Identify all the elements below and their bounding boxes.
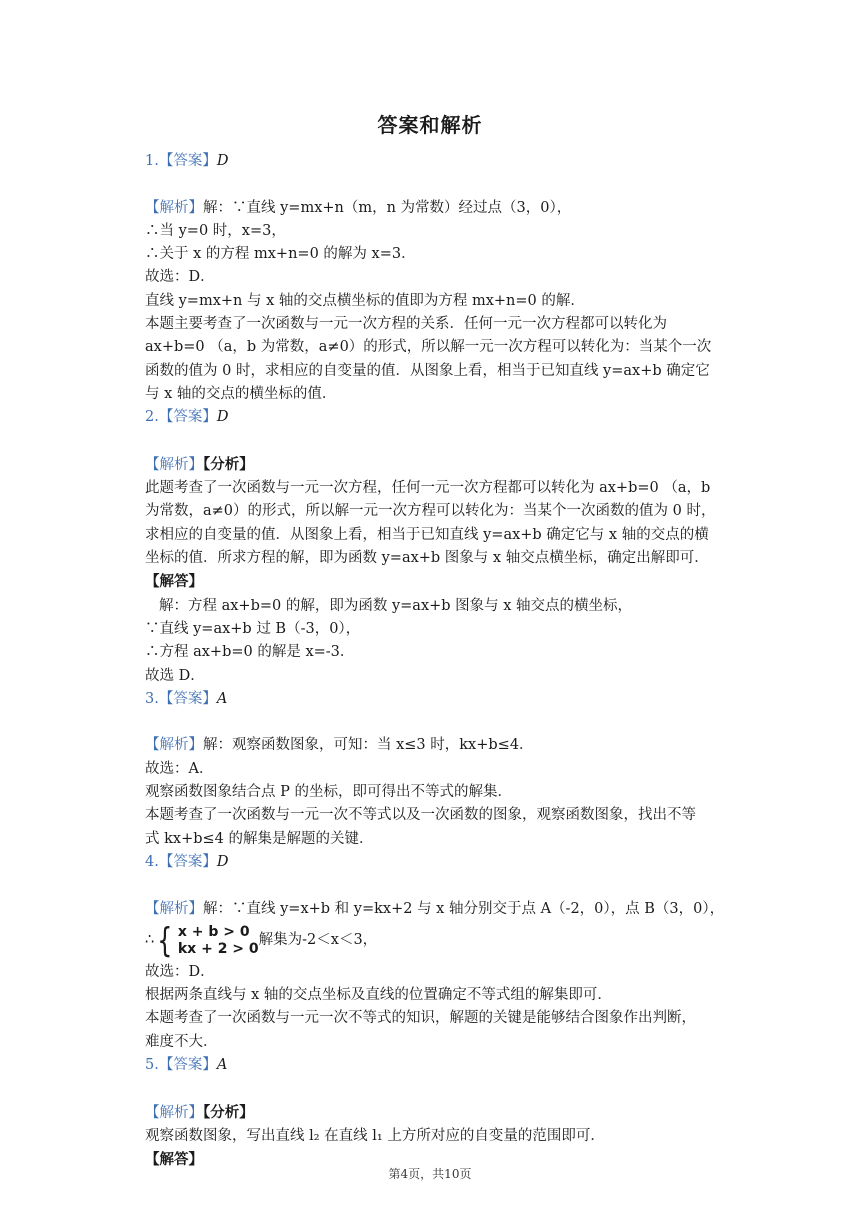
text-line: 观察函数图象结合点 P 的坐标，即可得出不等式的解集． (145, 784, 512, 801)
answer-tag: 【答案】 (158, 1056, 217, 1073)
inequality-system (145, 921, 715, 961)
answer-tag: 【答案】 (158, 853, 217, 870)
system-solution: 解集为-2＜x＜3， (258, 932, 378, 949)
text-line: ax+b=0 （a，b 为常数，a≠0）的形式，所以解一元一次方程可以转化为：当某个一次 (145, 339, 712, 356)
text-line: 本题主要考查了一次函数与一元一次方程的关系．任何一元一次方程都可以转化为 (145, 316, 667, 333)
page-title: 答案和解析 (377, 113, 483, 137)
text-line: 本题考查了一次函数与一元一次不等式的知识，解题的关键是能够结合图象作出判断， (145, 1010, 696, 1027)
answer-line-2 (145, 406, 715, 429)
answer-tag: 【答案】 (158, 409, 217, 426)
analysis-line (145, 734, 715, 757)
answer-tag: 【答案】 (158, 153, 217, 169)
analysis-line (145, 1101, 715, 1125)
text-line: 观察函数图象，写出直线 l₂ 在直线 l₁ 上方所对应的自变量的范围即可． (145, 1127, 605, 1144)
answer-value: D (216, 853, 229, 870)
text-line: 根据两条直线与 x 轴的交点坐标及直线的位置确定不等式组的解集即可． (145, 987, 612, 1004)
answer-line-4 (145, 851, 715, 874)
analysis-line (145, 453, 715, 477)
text-line: ∴关于 x 的方程 mx+n=0 的解为 x=3． (145, 246, 416, 263)
text-line: 故选：D． (145, 963, 215, 980)
text-line: ∴方程 ax+b=0 的解是 x=-3． (145, 644, 355, 661)
answer-value: D (216, 153, 229, 169)
question-number: 1. (145, 153, 159, 169)
analysis-tag: 【解析】 (145, 199, 203, 216)
answers-content (145, 150, 725, 1172)
system-block (154, 920, 259, 961)
answer-value: D (216, 409, 229, 426)
analysis-tag: 【解析】 (145, 900, 203, 917)
sub-tag: 【分析】 (203, 455, 254, 473)
sub-tag: 【分析】 (203, 1103, 254, 1121)
solve-tag: 【解答】 (145, 573, 203, 591)
answer-line-5 (145, 1054, 715, 1077)
text-line: 本题考查了一次函数与一元一次不等式以及一次函数的图象，观察函数图象，找出不等 (145, 807, 696, 824)
brace-icon: { (157, 920, 173, 961)
text-line: 函数的值为 0 时，求相应的自变量的值．从图象上看，相当于已知直线 y=ax+b 确定它 (145, 362, 710, 379)
text-line: 故选：A． (145, 760, 214, 777)
text-line: 直线 y=mx+n 与 x 轴的交点横坐标的值即为方程 mx+n=0 的解． (145, 292, 585, 309)
text-line: 故选：D． (145, 269, 215, 286)
question-number: 5. (145, 1056, 159, 1073)
analysis-tag: 【解析】 (145, 1104, 203, 1121)
text-line: 求相应的自变量的值．从图象上看，相当于已知直线 y=ax+b 确定它与 x 轴的交点的横 (145, 526, 709, 543)
text-line: 坐标的值．所求方程的解，即为函数 y=ax+b 图象与 x 轴交点横坐标，确定出解即可． (145, 550, 709, 567)
answer-line-1 (145, 150, 715, 173)
analysis-line (145, 197, 715, 220)
answer-value: A (216, 1056, 228, 1073)
analysis-tag: 【解析】 (145, 456, 203, 473)
text-line: 为常数，a≠0）的形式，所以解一元一次方程可以转化为：当某个一次函数的值为 0 时， (145, 503, 716, 520)
therefore-symbol: ∴ (145, 932, 155, 949)
text-line: 解：∵直线 y=x+b 和 y=kx+2 与 x 轴分别交于点 A（-2，0），点 B（3，0）， (203, 900, 725, 917)
analysis-line (145, 898, 725, 921)
text-line: 此题考查了一次函数与一元一次方程，任何一元一次方程都可以转化为 ax+b=0 （a，b (145, 480, 711, 497)
question-number: 3. (145, 690, 159, 707)
answer-tag: 【答案】 (158, 690, 217, 707)
text-line: ∴当 y=0 时，x=3， (145, 222, 286, 239)
question-number: 4. (145, 853, 159, 870)
text-line: 故选 D． (145, 667, 205, 684)
text-line: 解：观察函数图象，可知：当 x≤3 时，kx+b≤4． (203, 737, 534, 754)
system-row-2: kx + 2 > 0 (177, 940, 259, 957)
answer-value: A (216, 690, 228, 707)
text-line: 解：∵直线 y=mx+n（m，n 为常数）经过点（3，0）， (203, 199, 572, 216)
text-line: 与 x 轴的交点的横坐标的值． (145, 385, 337, 402)
system-row-1: x + b > 0 (177, 923, 250, 940)
solve-tag: 【解答】 (145, 1151, 203, 1169)
analysis-tag: 【解析】 (145, 737, 203, 754)
answer-line-3 (145, 688, 715, 711)
text-line: ∵直线 y=ax+b 过 B（-3，0）， (145, 620, 361, 637)
text-line: 解：方程 ax+b=0 的解，即为函数 y=ax+b 图象与 x 轴交点的横坐标， (159, 597, 633, 614)
text-line: 难度不大． (145, 1033, 218, 1050)
page-footer: 第4页，共10页 (388, 1167, 472, 1181)
question-number: 2. (145, 409, 159, 426)
text-line: 式 kx+b≤4 的解集是解题的关键． (145, 830, 374, 847)
